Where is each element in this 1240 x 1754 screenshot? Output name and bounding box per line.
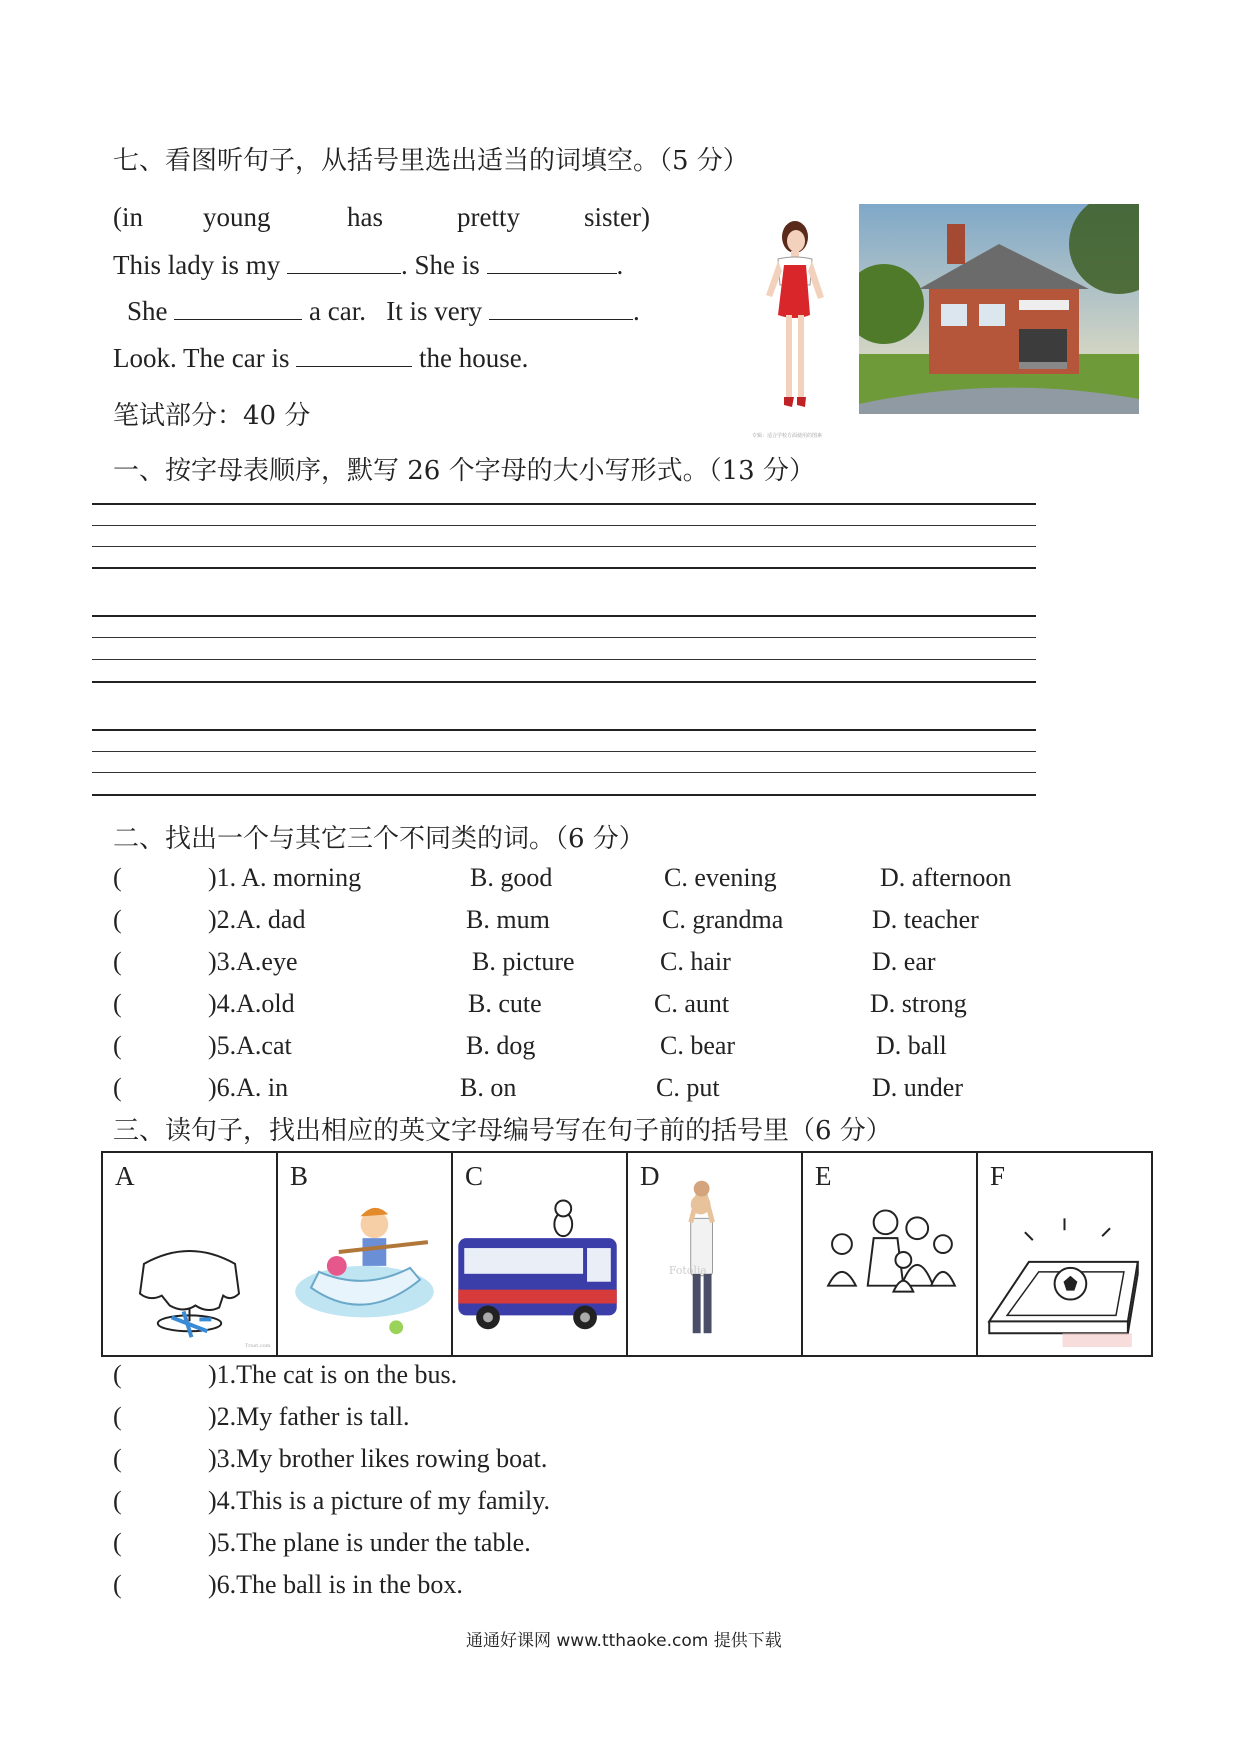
sentence-text: She (127, 296, 168, 326)
writing-line (92, 546, 1036, 547)
question-option-a: )2.A. dad (208, 905, 306, 934)
writing-line (92, 503, 1036, 505)
question-option-b: B. dog (466, 1031, 536, 1060)
writing-line (92, 525, 1036, 526)
section1-heading: 一、按字母表顺序，默写 26 个字母的大小写形式。（13 分） (113, 456, 815, 486)
writing-line (92, 729, 1036, 731)
sentence-text: This lady is my (113, 250, 281, 280)
section2-heading: 二、找出一个与其它三个不同类的词。（6 分） (113, 824, 645, 854)
writing-line (92, 751, 1036, 752)
question-option-b: B. picture (472, 947, 575, 976)
answer-paren[interactable]: ( (113, 947, 122, 976)
writing-line (92, 567, 1036, 569)
fill-sentence-3 (113, 343, 528, 374)
picture-cell-b (277, 1152, 452, 1356)
question-option-d: D. ear (872, 947, 936, 976)
answer-blank[interactable] (174, 297, 302, 320)
question-option-a: )3.A.eye (208, 947, 298, 976)
picture-letter: B (290, 1161, 309, 1191)
question-option-a: )5.A.cat (208, 1031, 292, 1060)
writing-line (92, 794, 1036, 796)
answer-blank[interactable] (487, 251, 617, 274)
svg-text:Trust.com: Trust.com (244, 1343, 271, 1350)
picture-cell-c (452, 1152, 627, 1356)
question-option-c: C. hair (660, 947, 731, 976)
sentence-text: . She is (401, 250, 480, 280)
word-bank-item: pretty (457, 202, 520, 232)
answer-paren[interactable]: ( (113, 1528, 122, 1557)
answer-paren[interactable]: ( (113, 1402, 122, 1431)
sentence-text: )1.The cat is on the bus. (208, 1360, 458, 1389)
picture-cell-d (627, 1152, 802, 1356)
answer-paren[interactable]: ( (113, 1073, 122, 1102)
watermark-text: Fotolia (668, 1263, 707, 1277)
sentence-text: the house. (418, 343, 529, 373)
answer-paren[interactable]: ( (113, 1031, 122, 1060)
picture-letter: C (465, 1161, 484, 1191)
section3-heading: 三、读句子，找出相应的英文字母编号写在句子前的括号里（6 分） (113, 1116, 892, 1146)
answer-paren[interactable]: ( (113, 863, 122, 892)
sentence-text: )4.This is a picture of my family. (208, 1486, 551, 1515)
word-bank-item: (in (113, 202, 143, 232)
picture-letter: D (640, 1161, 660, 1191)
sentence-text: )5.The plane is under the table. (208, 1528, 531, 1557)
svg-text:专辑：适合学校方面使用的图素: 专辑：适合学校方面使用的图素 (752, 433, 823, 439)
answer-blank[interactable] (296, 344, 412, 367)
question-option-d: D. strong (870, 989, 967, 1018)
question-option-a: )6.A. in (208, 1073, 289, 1102)
sentence-text: )2.My father is tall. (208, 1402, 410, 1431)
question-option-a: )4.A.old (208, 989, 295, 1018)
answer-paren[interactable]: ( (113, 1486, 122, 1515)
writing-line (92, 772, 1036, 773)
answer-paren[interactable]: ( (113, 1444, 122, 1473)
word-bank-item: sister) (584, 202, 650, 232)
sentence-text: )3.My brother likes rowing boat. (208, 1444, 548, 1473)
rowing-boat-icon (278, 1153, 451, 1355)
writing-line (92, 637, 1036, 638)
writing-line (92, 615, 1036, 617)
sentence-text: . (616, 250, 624, 280)
writing-line (92, 681, 1036, 683)
tall-father-icon (628, 1153, 801, 1355)
picture-cell-e (802, 1152, 977, 1356)
question-option-b: B. mum (466, 905, 550, 934)
house-photo (859, 204, 1139, 414)
ball-in-box-icon (978, 1153, 1151, 1355)
question-option-c: C. grandma (662, 905, 784, 934)
sentence-text: . (632, 296, 640, 326)
picture-letter: F (990, 1161, 1006, 1191)
picture-cell-a (102, 1152, 277, 1356)
answer-paren[interactable]: ( (113, 905, 122, 934)
sentence-text: )6.The ball is in the box. (208, 1570, 463, 1599)
question-option-c: C. put (656, 1073, 720, 1102)
answer-paren[interactable]: ( (113, 989, 122, 1018)
picture-cell-f (977, 1152, 1152, 1356)
writing-line (92, 659, 1036, 660)
question-option-d: D. under (872, 1073, 963, 1102)
fill-sentence-2 (127, 296, 640, 327)
question-option-b: B. good (470, 863, 553, 892)
bus-icon (453, 1153, 626, 1355)
answer-paren[interactable]: ( (113, 1360, 122, 1389)
sentence-text: It is very (386, 296, 483, 326)
question-option-c: C. evening (664, 863, 777, 892)
sentence-text: a car. (309, 296, 366, 326)
lady-illustration (740, 215, 850, 440)
word-bank-item: has (347, 202, 383, 232)
question-option-d: D. ball (876, 1031, 947, 1060)
picture-letter: A (115, 1161, 135, 1191)
question-option-b: B. on (460, 1073, 517, 1102)
question-option-d: D. afternoon (880, 863, 1012, 892)
picture-grid (101, 1151, 1153, 1357)
answer-blank[interactable] (489, 297, 633, 320)
sentence-text: Look. The car is (113, 343, 290, 373)
picture-letter: E (815, 1161, 832, 1191)
fill-sentence-1 (113, 250, 623, 281)
question-option-c: C. aunt (654, 989, 730, 1018)
answer-blank[interactable] (287, 251, 401, 274)
answer-paren[interactable]: ( (113, 1570, 122, 1599)
question-option-b: B. cute (468, 989, 542, 1018)
word-bank-item: young (203, 202, 271, 232)
page-footer: 通通好课网 www.tthaoke.com 提供下载 (466, 1631, 782, 1651)
family-icon (803, 1153, 976, 1355)
written-part-heading: 笔试部分：40 分 (113, 401, 311, 431)
table-plane-icon (103, 1153, 276, 1355)
question-option-c: C. bear (660, 1031, 736, 1060)
section7-heading: 七、看图听句子，从括号里选出适当的词填空。（5 分） (113, 146, 749, 176)
question-option-d: D. teacher (872, 905, 979, 934)
question-option-a: )1. A. morning (208, 863, 362, 892)
